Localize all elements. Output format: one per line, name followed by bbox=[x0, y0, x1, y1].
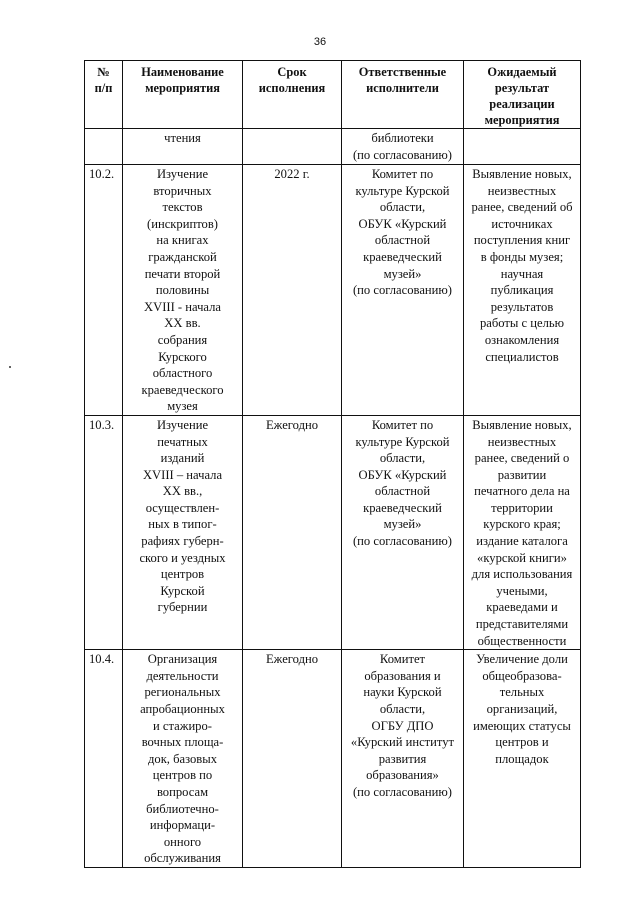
cell-text-line: печатных bbox=[157, 434, 208, 449]
cell-text-line: курского края; bbox=[483, 517, 561, 532]
cell-text-line: XVIII - начала bbox=[144, 299, 221, 314]
cell-text-line: Курского bbox=[158, 349, 207, 364]
cell-text-line: (по согласованию) bbox=[352, 147, 452, 162]
cell-text-line: публикация bbox=[490, 283, 554, 298]
cell-result bbox=[464, 415, 581, 649]
cell-result bbox=[464, 129, 581, 165]
cell-text-line: поступления книг bbox=[473, 233, 571, 248]
cell-text-line: источниках bbox=[491, 216, 553, 231]
cell-text-line: XX вв. bbox=[164, 316, 201, 331]
cell-text-line: представителями bbox=[475, 617, 569, 632]
cell-text-line: вочных площа- bbox=[141, 735, 224, 750]
cell-text-line: (по согласованию) bbox=[352, 534, 452, 549]
cell-term bbox=[243, 415, 342, 649]
cell-num bbox=[85, 129, 123, 165]
cell-responsible bbox=[342, 129, 464, 165]
cell-text-line: краеведами и bbox=[486, 600, 558, 615]
cell-text-line: печати второй bbox=[144, 266, 221, 281]
cell-text-line: на книгах bbox=[156, 233, 209, 248]
cell-text-line: для использования bbox=[471, 567, 573, 582]
header-result bbox=[464, 61, 581, 129]
cell-text-line: области, bbox=[379, 702, 426, 716]
cell-text-line: информаци- bbox=[149, 818, 216, 833]
cell-text-line: Курской bbox=[160, 583, 205, 598]
cell-text-line: (инскриптов) bbox=[147, 216, 218, 231]
cell-text-line: краеведческий bbox=[363, 500, 442, 515]
cell-text-line: ранее, сведений о bbox=[474, 451, 570, 466]
cell-term bbox=[243, 650, 342, 868]
cell-text-line: собрания bbox=[157, 332, 208, 347]
cell-text-line: работы с целью bbox=[479, 316, 565, 331]
cell-text-line: областного bbox=[152, 366, 213, 381]
cell-text-line: исполнения bbox=[258, 81, 326, 95]
cell-text-line: Изучение bbox=[156, 417, 209, 432]
table-row-continuation bbox=[85, 129, 581, 165]
cell-text-line: ОБУК «Курский bbox=[358, 467, 447, 482]
cell-text-line: общеобразова- bbox=[482, 668, 562, 683]
cell-text-line: деятельности bbox=[146, 668, 219, 683]
cell-name bbox=[123, 415, 243, 649]
cell-text-line: обслуживания bbox=[144, 851, 221, 866]
cell-text-line: Выявление новых, bbox=[472, 167, 572, 181]
cell-responsible bbox=[342, 650, 464, 868]
cell-text-line: Ежегодно bbox=[265, 652, 319, 667]
cell-text-line: развитии bbox=[497, 467, 547, 482]
cell-text-line: областной bbox=[374, 484, 431, 499]
cell-text-line: культуре Курской bbox=[355, 183, 450, 198]
cell-text-line: изданий bbox=[160, 451, 205, 466]
cell-text-line: мероприятия bbox=[484, 113, 560, 127]
cell-text-line: и стажиро- bbox=[153, 718, 212, 733]
cell-text-line: осуществлен- bbox=[145, 500, 220, 515]
cell-text-line: чтения bbox=[164, 131, 201, 145]
cell-text-line: музея bbox=[167, 399, 198, 414]
cell-text-line: центров по bbox=[152, 768, 213, 783]
cell-result bbox=[464, 650, 581, 868]
cell-num: 10.2. bbox=[85, 165, 123, 416]
cell-text-line: областной bbox=[374, 233, 431, 248]
cell-text-line: Организация bbox=[147, 652, 218, 667]
cell-text-line: площадок bbox=[495, 751, 549, 766]
cell-text-line: «курской книги» bbox=[477, 550, 567, 565]
table-row-10-2 bbox=[85, 165, 581, 416]
cell-text-line: Ожидаемый bbox=[487, 65, 557, 79]
cell-text-line: науки Курской bbox=[363, 685, 442, 700]
cell-text-line: имеющих статусы bbox=[473, 718, 571, 733]
cell-text-line: ных в типог- bbox=[148, 517, 217, 532]
cell-text-line: ского и уездных bbox=[139, 550, 226, 565]
cell-term bbox=[243, 165, 342, 416]
cell-text-line: тельных bbox=[499, 685, 545, 700]
cell-text-line: половины bbox=[155, 283, 210, 298]
cell-text-line: Изучение bbox=[156, 167, 209, 181]
cell-text-line: центров и bbox=[495, 735, 549, 750]
cell-text-line: (по согласованию) bbox=[352, 283, 452, 298]
page-number: 36 bbox=[313, 36, 327, 48]
cell-text-line: рафиях губерн- bbox=[141, 534, 224, 549]
cell-text-line: реализации bbox=[489, 97, 555, 111]
cell-text-line: неизвестных bbox=[487, 183, 557, 198]
cell-text-line: 2022 г. bbox=[274, 167, 310, 181]
cell-text-line: музей» bbox=[383, 517, 422, 532]
cell-text-line: гражданской bbox=[148, 249, 217, 264]
cell-text-line: п/п bbox=[94, 81, 113, 95]
cell-name bbox=[123, 165, 243, 416]
header-responsible bbox=[342, 61, 464, 129]
cell-result bbox=[464, 165, 581, 416]
cell-num: 10.4. bbox=[85, 650, 123, 868]
cell-name bbox=[123, 129, 243, 165]
cell-text-line: XVIII – начала bbox=[142, 467, 223, 482]
cell-text-line: музей» bbox=[383, 266, 422, 281]
cell-text-line: № bbox=[97, 65, 110, 79]
cell-text-line: развития bbox=[378, 751, 427, 766]
cell-text-line: образования и bbox=[364, 668, 441, 683]
cell-text-line: губернии bbox=[157, 600, 208, 615]
cell-responsible bbox=[342, 415, 464, 649]
cell-text-line: центров bbox=[160, 567, 205, 582]
table-header-row bbox=[85, 61, 581, 129]
header-name bbox=[123, 61, 243, 129]
cell-text-line: библиотечно- bbox=[146, 801, 219, 816]
cell-text-line: организаций, bbox=[486, 702, 558, 716]
cell-text-line: краеведческого bbox=[141, 382, 224, 397]
cell-text-line: «Курский институт bbox=[350, 735, 455, 750]
cell-text-line: региональных bbox=[144, 685, 221, 700]
header-term bbox=[243, 61, 342, 129]
cell-text-line: Ежегодно bbox=[265, 417, 319, 432]
cell-text-line: специалистов bbox=[485, 349, 559, 364]
cell-text-line: ознакомления bbox=[484, 332, 560, 347]
cell-text-line: док, базовых bbox=[147, 751, 218, 766]
cell-text-line: культуре Курской bbox=[355, 434, 450, 449]
cell-text-line: Ответственные bbox=[358, 65, 447, 79]
cell-text-line: библиотеки bbox=[371, 131, 434, 145]
cell-text-line: вопросам bbox=[156, 784, 209, 799]
cell-text-line: исполнители bbox=[366, 81, 439, 95]
table-row-10-4 bbox=[85, 650, 581, 868]
cell-text-line: территории bbox=[491, 500, 553, 515]
cell-text-line: в фонды музея; bbox=[480, 249, 564, 264]
cell-text-line: ранее, сведений об bbox=[471, 200, 573, 215]
cell-text-line: вторичных bbox=[153, 183, 212, 198]
cell-text-line: Срок bbox=[277, 65, 307, 79]
cell-text-line: научная bbox=[500, 266, 544, 281]
cell-text-line: результат bbox=[494, 81, 550, 95]
cell-text-line: результатов bbox=[490, 299, 554, 314]
cell-text-line: апробационных bbox=[140, 702, 225, 716]
cell-text-line: Комитет по bbox=[371, 417, 434, 432]
cell-term bbox=[243, 129, 342, 165]
cell-text-line: Комитет bbox=[379, 652, 426, 667]
cell-text-line: Наименование bbox=[141, 65, 224, 79]
cell-text-line: общественности bbox=[477, 633, 567, 648]
cell-text-line: Выявление новых, bbox=[472, 417, 572, 432]
cell-text-line: Комитет по bbox=[371, 167, 434, 181]
cell-text-line: текстов bbox=[162, 200, 203, 215]
events-table bbox=[84, 60, 581, 868]
cell-text-line: издание каталога bbox=[476, 534, 568, 549]
cell-text-line: области, bbox=[379, 451, 426, 466]
table-row-10-3 bbox=[85, 415, 581, 649]
cell-responsible bbox=[342, 165, 464, 416]
cell-text-line: Увеличение доли bbox=[476, 652, 568, 667]
cell-text-line: печатного дела на bbox=[474, 484, 570, 499]
cell-text-line: области, bbox=[379, 200, 426, 215]
cell-text-line: неизвестных bbox=[487, 434, 557, 449]
cell-text-line: ОБУК «Курский bbox=[358, 216, 447, 231]
cell-text-line: ОГБУ ДПО bbox=[371, 718, 434, 733]
cell-text-line: мероприятия bbox=[145, 81, 220, 95]
cell-text-line: онного bbox=[163, 834, 202, 849]
cell-num: 10.3. bbox=[85, 415, 123, 649]
scan-mark bbox=[9, 366, 11, 368]
cell-text-line: XX вв., bbox=[162, 484, 203, 499]
cell-text-line: образования» bbox=[366, 768, 439, 783]
cell-text-line: учеными, bbox=[496, 583, 548, 598]
cell-text-line: (по согласованию) bbox=[352, 784, 452, 799]
cell-text-line: краеведческий bbox=[363, 249, 442, 264]
header-num bbox=[85, 61, 123, 129]
cell-name bbox=[123, 650, 243, 868]
